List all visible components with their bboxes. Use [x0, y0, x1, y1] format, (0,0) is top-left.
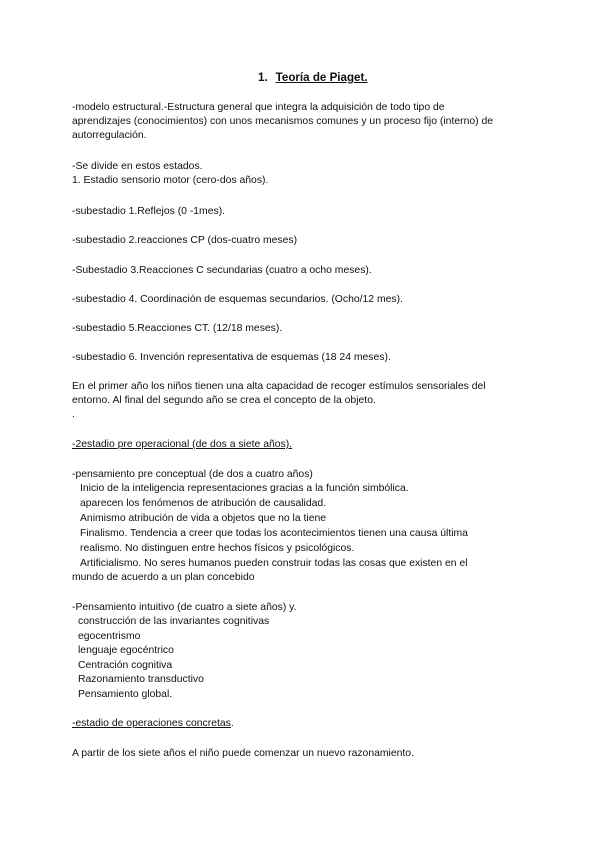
list-item: egocentrismo — [78, 631, 141, 642]
paragraph-line: -modelo estructural.-Estructura general que integra la adquisición de todo tipo de — [72, 102, 445, 113]
section-heading-text: -estadio de operaciones concretas — [72, 718, 231, 729]
title-text: Teoría de Piaget. — [275, 71, 368, 84]
substage-line: -subestadio 4. Coordinación de esquemas secundarios. (Ocho/12 mes). — [72, 294, 403, 305]
paragraph-line: mundo de acuerdo a un plan concebido — [72, 572, 255, 583]
title-number: 1. — [258, 71, 268, 84]
paragraph-line: -pensamiento pre conceptual (de dos a cuatro años) — [72, 469, 313, 480]
paragraph-line: aprendizajes (conocimientos) con unos mecanismos comunes y un proceso fijo (interno) de — [72, 116, 494, 127]
substage-line: -subestadio 6. Invención representativa de esquemas (18 24 meses). — [72, 352, 391, 363]
section-heading: -2estadio pre operacional (de dos a siete años). — [72, 439, 293, 450]
paragraph-line: -Pensamiento intuitivo (de cuatro a siete años) y. — [72, 602, 297, 613]
list-item: aparecen los fenómenos de atribución de causalidad. — [80, 498, 327, 509]
paragraph-line: entorno. Al final del segundo año se crea el concepto de la objeto. — [72, 395, 376, 406]
paragraph-line: En el primer año los niños tienen una alta capacidad de recoger estímulos sensoriales del — [72, 381, 486, 392]
list-item: Finalismo. Tendencia a creer que todas los acontecimientos tienen una causa última — [80, 528, 468, 539]
substage-line: -subestadio 5.Reacciones CT. (12/18 meses). — [72, 323, 283, 334]
list-item: lenguaje egocéntrico — [78, 645, 174, 656]
list-item: Centración cognitiva — [78, 660, 173, 671]
section-heading — [72, 717, 234, 731]
paragraph-line: . — [72, 409, 75, 420]
list-item: Pensamiento global. — [78, 689, 173, 700]
substage-line: -Subestadio 3.Reacciones C secundarias (cuatro a ocho meses). — [72, 265, 372, 276]
paragraph-line: 1. Estadio sensorio motor (cero-dos años). — [72, 175, 269, 186]
list-item: Razonamiento transductivo — [78, 674, 204, 685]
document-title — [258, 71, 368, 84]
paragraph-line: A partir de los siete años el niño puede comenzar un nuevo razonamiento. — [72, 748, 414, 759]
list-item: Animismo atribución de vida a objetos que no la tiene — [80, 513, 327, 524]
section-heading-period: . — [230, 718, 234, 729]
list-item: realismo. No distinguen entre hechos físicos y psicológicos. — [80, 543, 355, 554]
substage-line: -subestadio 2.reacciones CP (dos-cuatro meses) — [72, 235, 298, 246]
list-item: Artificialismo. No seres humanos pueden construir todas las cosas que existen en el — [80, 558, 468, 569]
list-item: construcción de las invariantes cognitivas — [78, 616, 270, 627]
paragraph-line: -Se divide en estos estados. — [72, 161, 203, 172]
paragraph-line: autorregulación. — [72, 130, 147, 141]
list-item: Inicio de la inteligencia representaciones gracias a la función simbólica. — [80, 483, 409, 494]
substage-line: -subestadio 1.Reflejos (0 -1mes). — [72, 206, 226, 217]
